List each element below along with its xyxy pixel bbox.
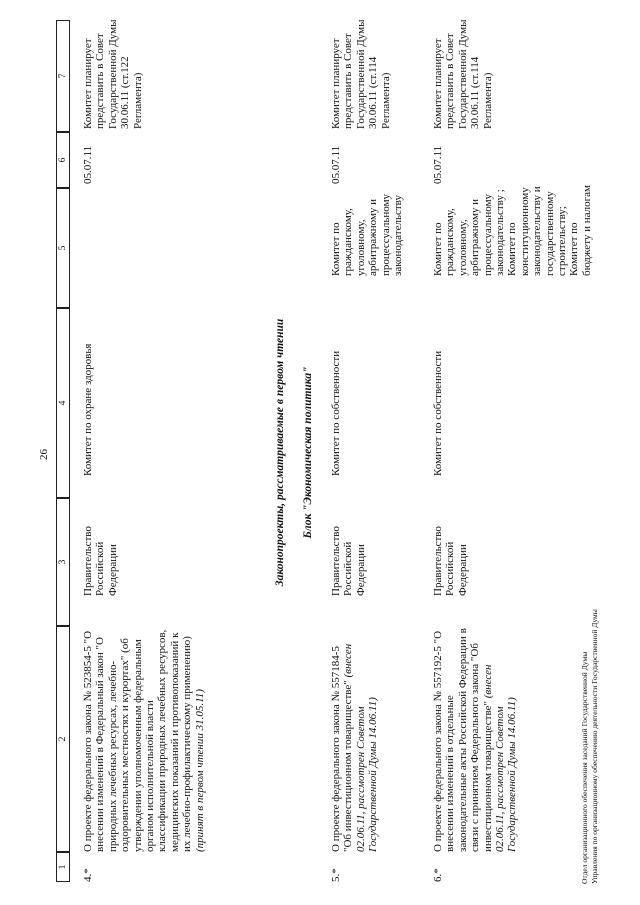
row-number: 5.*	[330, 868, 342, 882]
bill-status: (внесен 02.06.11, рассмотрен Советом Государственной Думы 14.06.11)	[342, 643, 380, 852]
bill-title-text: О проекте федерального закона № 557184-5 "Об инвестиционном товариществе"	[330, 646, 355, 852]
column-header-4: 4	[56, 308, 70, 498]
column-header-1: 1	[56, 852, 70, 882]
block-heading: Блок "Экономическая политика"	[302, 366, 314, 539]
bill-author: Правительство Российской Федерации	[82, 526, 119, 596]
bill-title-text: О проекте федерального закона № 523854-5 "О внесении изменений в Федеральный закон "О природных лечебных ресурсах, лечебно-оздоровительных местностях и курортах" (об утверждении уполномоченным федеральным органом исполнительной власти классификации природных лечебных ресурсов, медицинских показаний и противопоказаний к их лечебно-профилактическому применению)	[82, 629, 194, 852]
bill-title-text: О проекте федерального закона № 557192-5 "О внесении изменений в отдельные законодательные акты Российской Федерации в связи с принятием Федерального закона "Об инвестиционном товариществе"	[432, 628, 494, 852]
co-committee: Комитет по гражданскому, уголовному, арбитражному и процессуальному законодательству ; Комитет по конституционному законодательству и государственному строительству; Комитет по бюджету и налогам	[432, 185, 593, 276]
note: Комитет планирует представить в Совет Государственной Думы 30.06.11 (ст.114 Регламента)	[330, 19, 392, 129]
row-number: 6.*	[432, 868, 444, 882]
footer-line-1: Отдел организационного обеспечения заседаний Государственной Думы	[580, 651, 589, 884]
bill-author: Правительство Российской Федерации	[330, 526, 367, 596]
column-header-5: 5	[56, 188, 70, 308]
note: Комитет планирует представить в Совет Государственной Думы 30.06.11 (ст.122 Регламента)	[82, 19, 144, 129]
footer-line-2: Управления по организационному обеспечению деятельности Государственной Думы	[590, 609, 599, 884]
responsible-committee: Комитет по собственности	[330, 350, 342, 476]
column-header-6: 6	[56, 132, 70, 188]
column-header-2: 2	[56, 626, 70, 852]
column-header-3: 3	[56, 498, 70, 626]
page-number: 26	[38, 449, 50, 460]
section-heading: Законопроекты, рассматриваемые в первом чтении	[274, 318, 286, 587]
date: 05.07.11	[330, 145, 342, 184]
bill-author: Правительство Российской Федерации	[432, 526, 469, 596]
document-page	[12, 15, 607, 890]
column-header-7: 7	[56, 20, 70, 132]
bill-title	[330, 626, 380, 852]
co-committee: Комитет по гражданскому, уголовному, арбитражному и процессуальному законодательству	[330, 193, 405, 276]
bill-title	[82, 626, 206, 852]
responsible-committee: Комитет по охране здоровья	[82, 343, 94, 476]
footer	[580, 609, 600, 884]
bill-status: (принят в первом чтении 31.05.11)	[193, 689, 206, 852]
date: 05.07.11	[432, 145, 444, 184]
responsible-committee: Комитет по собственности	[432, 350, 444, 476]
date: 05.07.11	[82, 145, 94, 184]
bill-status: (внесен 02.06.11, рассмотрен Советом Государственной Думы 14.06.11)	[481, 664, 519, 852]
row-number: 4.*	[82, 868, 94, 882]
bill-title	[432, 626, 519, 852]
note: Комитет планирует представить в Совет Государственной Думы 30.06.11 (ст.114 Регламента)	[432, 19, 494, 129]
